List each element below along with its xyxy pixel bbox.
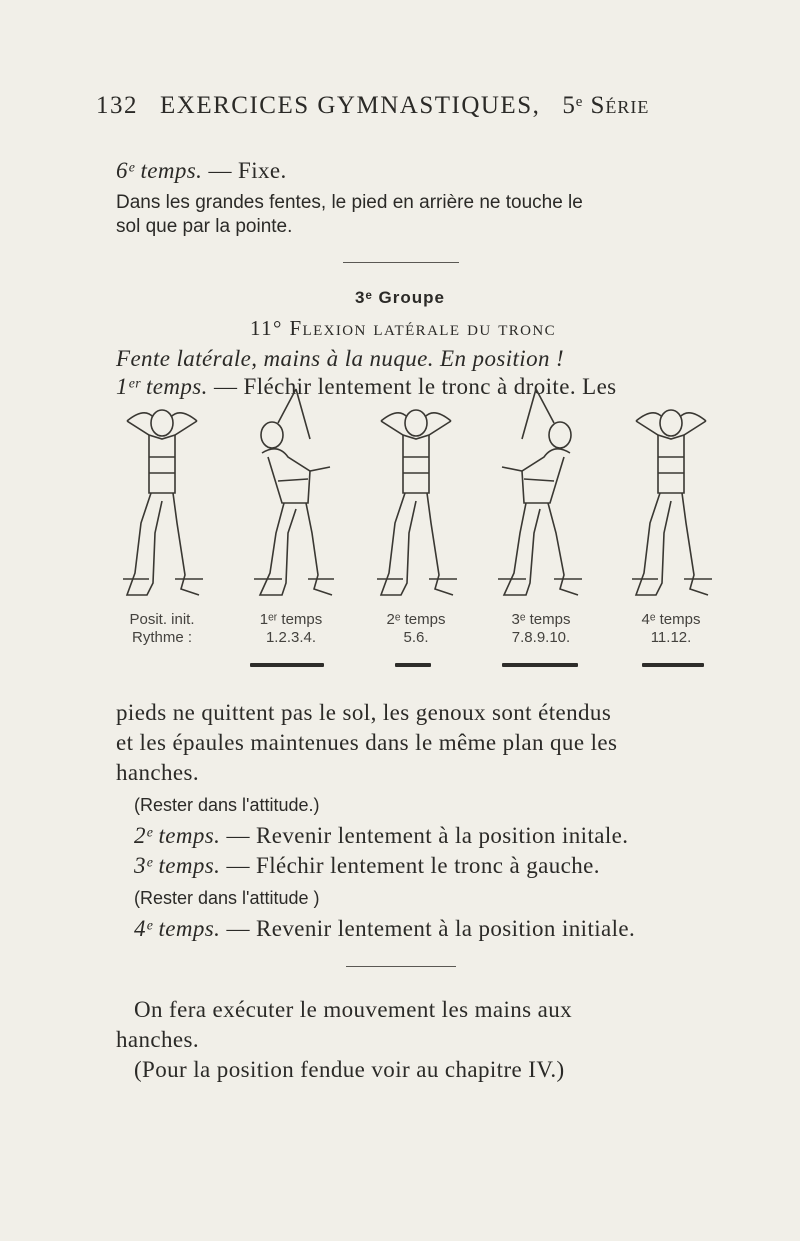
caption-temps1-rhythm: 1.2.3.4. xyxy=(265,629,317,646)
step2-label: 2ᵉ temps. xyxy=(134,823,221,848)
rhythm-bar-3 xyxy=(502,663,578,667)
lean-right-figure-icon xyxy=(248,383,334,611)
step4-line xyxy=(134,916,635,942)
step6-text: — Fixe. xyxy=(208,158,287,183)
rhythm-bar-2 xyxy=(395,663,431,667)
continuation-line-1: pieds ne quittent pas le sol, les genoux sont étendus xyxy=(116,700,612,725)
caption-temps4-rhythm: 11.12. xyxy=(650,629,692,646)
step4-text: — Revenir lentement à la position initiale. xyxy=(226,916,636,941)
continuation-line-2: et les épaules maintenues dans le même plan que les xyxy=(116,730,618,755)
closing-line-1: On fera exécuter le mouvement les mains aux xyxy=(134,997,573,1022)
caption-temps4-title: 4ᵉ temps xyxy=(641,611,701,628)
step2-text: — Revenir lentement à la position initale. xyxy=(226,823,629,848)
position-line: Fente latérale, mains à la nuque. En position ! xyxy=(116,346,565,371)
step6-label: 6ᵉ temps. xyxy=(116,158,203,183)
series-label: 5ᵉ Série xyxy=(562,92,650,119)
standing-hands-nape-figure-icon xyxy=(628,383,714,611)
rhythm-bar-1 xyxy=(250,663,324,667)
step3-line xyxy=(134,853,600,879)
figure-temps-3 xyxy=(498,383,584,646)
figure-temps-4 xyxy=(628,383,714,646)
rhythm-bar-4 xyxy=(642,663,704,667)
standing-hands-nape-figure-icon xyxy=(373,383,459,611)
step1-text: — Fléchir lentement le tronc à droite. Les xyxy=(213,374,617,399)
caption-temps3-rhythm: 7.8.9.10. xyxy=(511,629,571,646)
step6-line xyxy=(116,158,287,184)
figure-initial-position xyxy=(119,383,205,646)
figure-temps-1 xyxy=(248,383,334,646)
step1-label: 1ᵉʳ temps. xyxy=(116,374,208,399)
running-title: EXERCICES GYMNASTIQUES, xyxy=(160,92,541,119)
closing-line-2: hanches. xyxy=(116,1027,200,1052)
hold-instruction-1: (Rester dans l'attitude.) xyxy=(134,795,320,815)
closing-line-3: (Pour la position fendue voir au chapitre IV.) xyxy=(134,1057,565,1082)
section-divider xyxy=(343,262,459,263)
caption-temps2-rhythm: 5.6. xyxy=(403,629,429,646)
figure-temps-2 xyxy=(373,383,459,646)
closing-divider xyxy=(346,966,456,967)
group-heading: 3ᵉ Groupe xyxy=(354,288,445,307)
exercise-figure-strip xyxy=(100,383,720,646)
page-number: 132 xyxy=(96,92,138,119)
caption-initial-title: Posit. init. xyxy=(129,611,195,628)
running-header xyxy=(96,92,736,120)
caption-initial-rhythm: Rythme : xyxy=(131,629,192,646)
exercise-title: 11° Flexion latérale du tronc xyxy=(250,316,557,340)
lean-left-figure-icon xyxy=(498,383,584,611)
caption-temps2-title: 2ᵉ temps xyxy=(386,611,446,628)
hold-instruction-2: (Rester dans l'attitude ) xyxy=(134,888,320,908)
caption-temps1-title: 1ᵉʳ temps xyxy=(259,611,323,628)
step3-text: — Fléchir lentement le tronc à gauche. xyxy=(226,853,600,878)
standing-hands-nape-figure-icon xyxy=(119,383,205,611)
note-line-1: Dans les grandes fentes, le pied en arrière ne touche le xyxy=(116,192,583,213)
note-line-2: sol que par la pointe. xyxy=(116,216,293,237)
step3-label: 3ᵉ temps. xyxy=(134,853,221,878)
step2-line xyxy=(134,823,628,849)
caption-temps3-title: 3ᵉ temps xyxy=(511,611,571,628)
continuation-line-3: hanches. xyxy=(116,760,200,785)
step4-label: 4ᵉ temps. xyxy=(134,916,221,941)
